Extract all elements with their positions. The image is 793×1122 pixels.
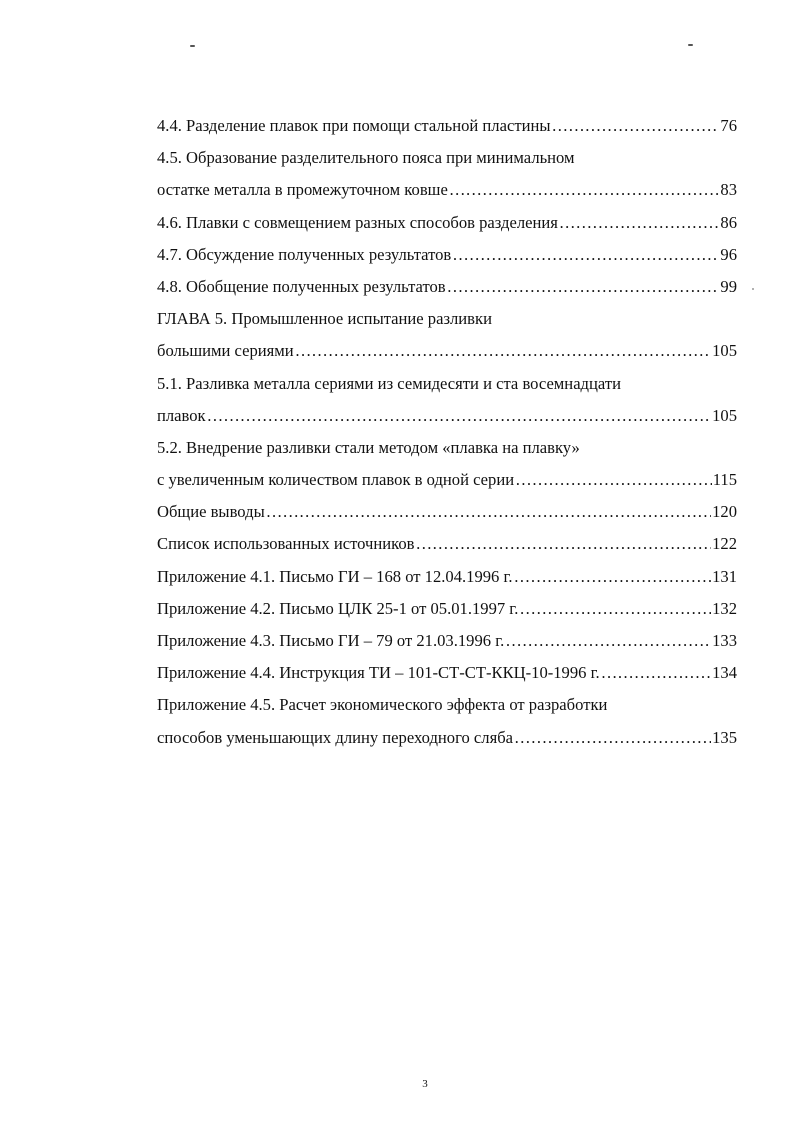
toc-line: [157, 432, 737, 464]
scan-speck: [752, 288, 754, 290]
dot-leader: [519, 593, 711, 625]
dot-leader: [449, 174, 720, 206]
toc-line: [157, 400, 737, 432]
scan-speck: [190, 45, 195, 47]
toc-entry-text: 4.5. Образование разделительного пояса при минимальном: [157, 148, 575, 168]
toc-line: [157, 528, 737, 560]
toc-line: [157, 142, 737, 174]
toc-line: [157, 561, 737, 593]
scan-speck: [688, 44, 693, 46]
toc-entry-text: Приложение 4.3. Письмо ГИ – 79 от 21.03.1996 г.: [157, 631, 505, 650]
toc-page-number: 134: [712, 663, 737, 683]
toc-line: [157, 657, 737, 689]
toc-page-number: 105: [712, 341, 737, 361]
toc-entry-text: Приложение 4.5. Расчет экономического эффекта от разработки: [157, 695, 608, 715]
toc-page-number: 83: [720, 180, 737, 200]
toc-page-number: 96: [720, 244, 737, 264]
dot-leader: [266, 496, 711, 528]
toc-entry-text: 4.7. Обсуждение полученных результатов: [157, 244, 452, 264]
toc-entry-text: Приложение 4.1. Письмо ГИ – 168 от 12.04.1996 г.: [157, 566, 513, 586]
toc-page-number: 131: [712, 566, 737, 586]
dot-leader: [207, 400, 712, 432]
dot-leader: [601, 657, 711, 689]
toc-entry-text: Приложение 4.2. Письмо ЦЛК 25-1 от 05.01.1997 г.: [157, 598, 519, 618]
toc-line: [157, 625, 737, 657]
toc-line: [157, 110, 737, 142]
toc-line: [157, 464, 737, 496]
toc-line: [157, 303, 737, 335]
dot-leader: [295, 335, 711, 367]
toc-page-number: 122: [712, 534, 737, 554]
toc-line: [157, 593, 737, 625]
toc-page-number: 76: [720, 116, 737, 135]
toc-entry-text: большими сериями: [157, 341, 294, 361]
toc-entry-text: ГЛАВА 5. Промышленное испытание разливки: [157, 309, 492, 329]
toc-line: [157, 174, 737, 206]
toc-entry-text: Общие выводы: [157, 502, 265, 522]
table-of-contents: [157, 110, 737, 754]
dot-leader: [505, 625, 711, 657]
dot-leader: [514, 722, 711, 754]
toc-entry-text: Приложение 4.4. Инструкция ТИ – 101-СТ-СТ-ККЦ-10-1996 г.: [157, 663, 600, 683]
page-number: 3: [422, 1078, 428, 1090]
toc-line: [157, 335, 737, 367]
toc-line: [157, 722, 737, 754]
toc-line: [157, 496, 737, 528]
toc-page-number: 133: [712, 631, 737, 650]
toc-entry-text: 5.1. Разливка металла сериями из семидесяти и ста восемнадцати: [157, 373, 621, 393]
toc-page-number: 86: [720, 212, 737, 232]
dot-leader: [415, 528, 711, 560]
dot-leader: [452, 239, 719, 271]
dot-leader: [514, 561, 712, 593]
dot-leader: [515, 464, 712, 496]
toc-page-number: 105: [712, 405, 737, 425]
toc-line: [157, 689, 737, 721]
toc-entry-text: Список использованных источников: [157, 534, 415, 554]
toc-entry-text: плавок: [157, 405, 206, 425]
dot-leader: [551, 110, 719, 142]
toc-page-number: 135: [712, 727, 737, 747]
toc-entry-text: остатке металла в промежуточном ковше: [157, 180, 448, 200]
toc-entry-text: 5.2. Внедрение разливки стали методом «плавка на плавку»: [157, 437, 580, 457]
toc-page-number: 99: [720, 276, 737, 296]
toc-page-number: 115: [712, 470, 737, 490]
toc-line: [157, 368, 737, 400]
toc-entry-text: с увеличенным количеством плавок в одной серии: [157, 470, 515, 490]
toc-entry-text: 4.4. Разделение плавок при помощи стальной пластины: [157, 116, 551, 135]
toc-entry-text: 4.6. Плавки с совмещением разных способов разделения: [157, 212, 558, 232]
toc-line: [157, 239, 737, 271]
toc-entry-text: 4.8. Обобщение полученных результатов: [157, 276, 446, 296]
toc-entry-text: способов уменьшающих длину переходного сляба: [157, 727, 514, 747]
dot-leader: [559, 207, 720, 239]
dot-leader: [447, 271, 720, 303]
toc-page-number: 120: [712, 502, 737, 522]
toc-line: [157, 271, 737, 303]
toc-page-number: 132: [712, 598, 737, 618]
toc-line: [157, 207, 737, 239]
